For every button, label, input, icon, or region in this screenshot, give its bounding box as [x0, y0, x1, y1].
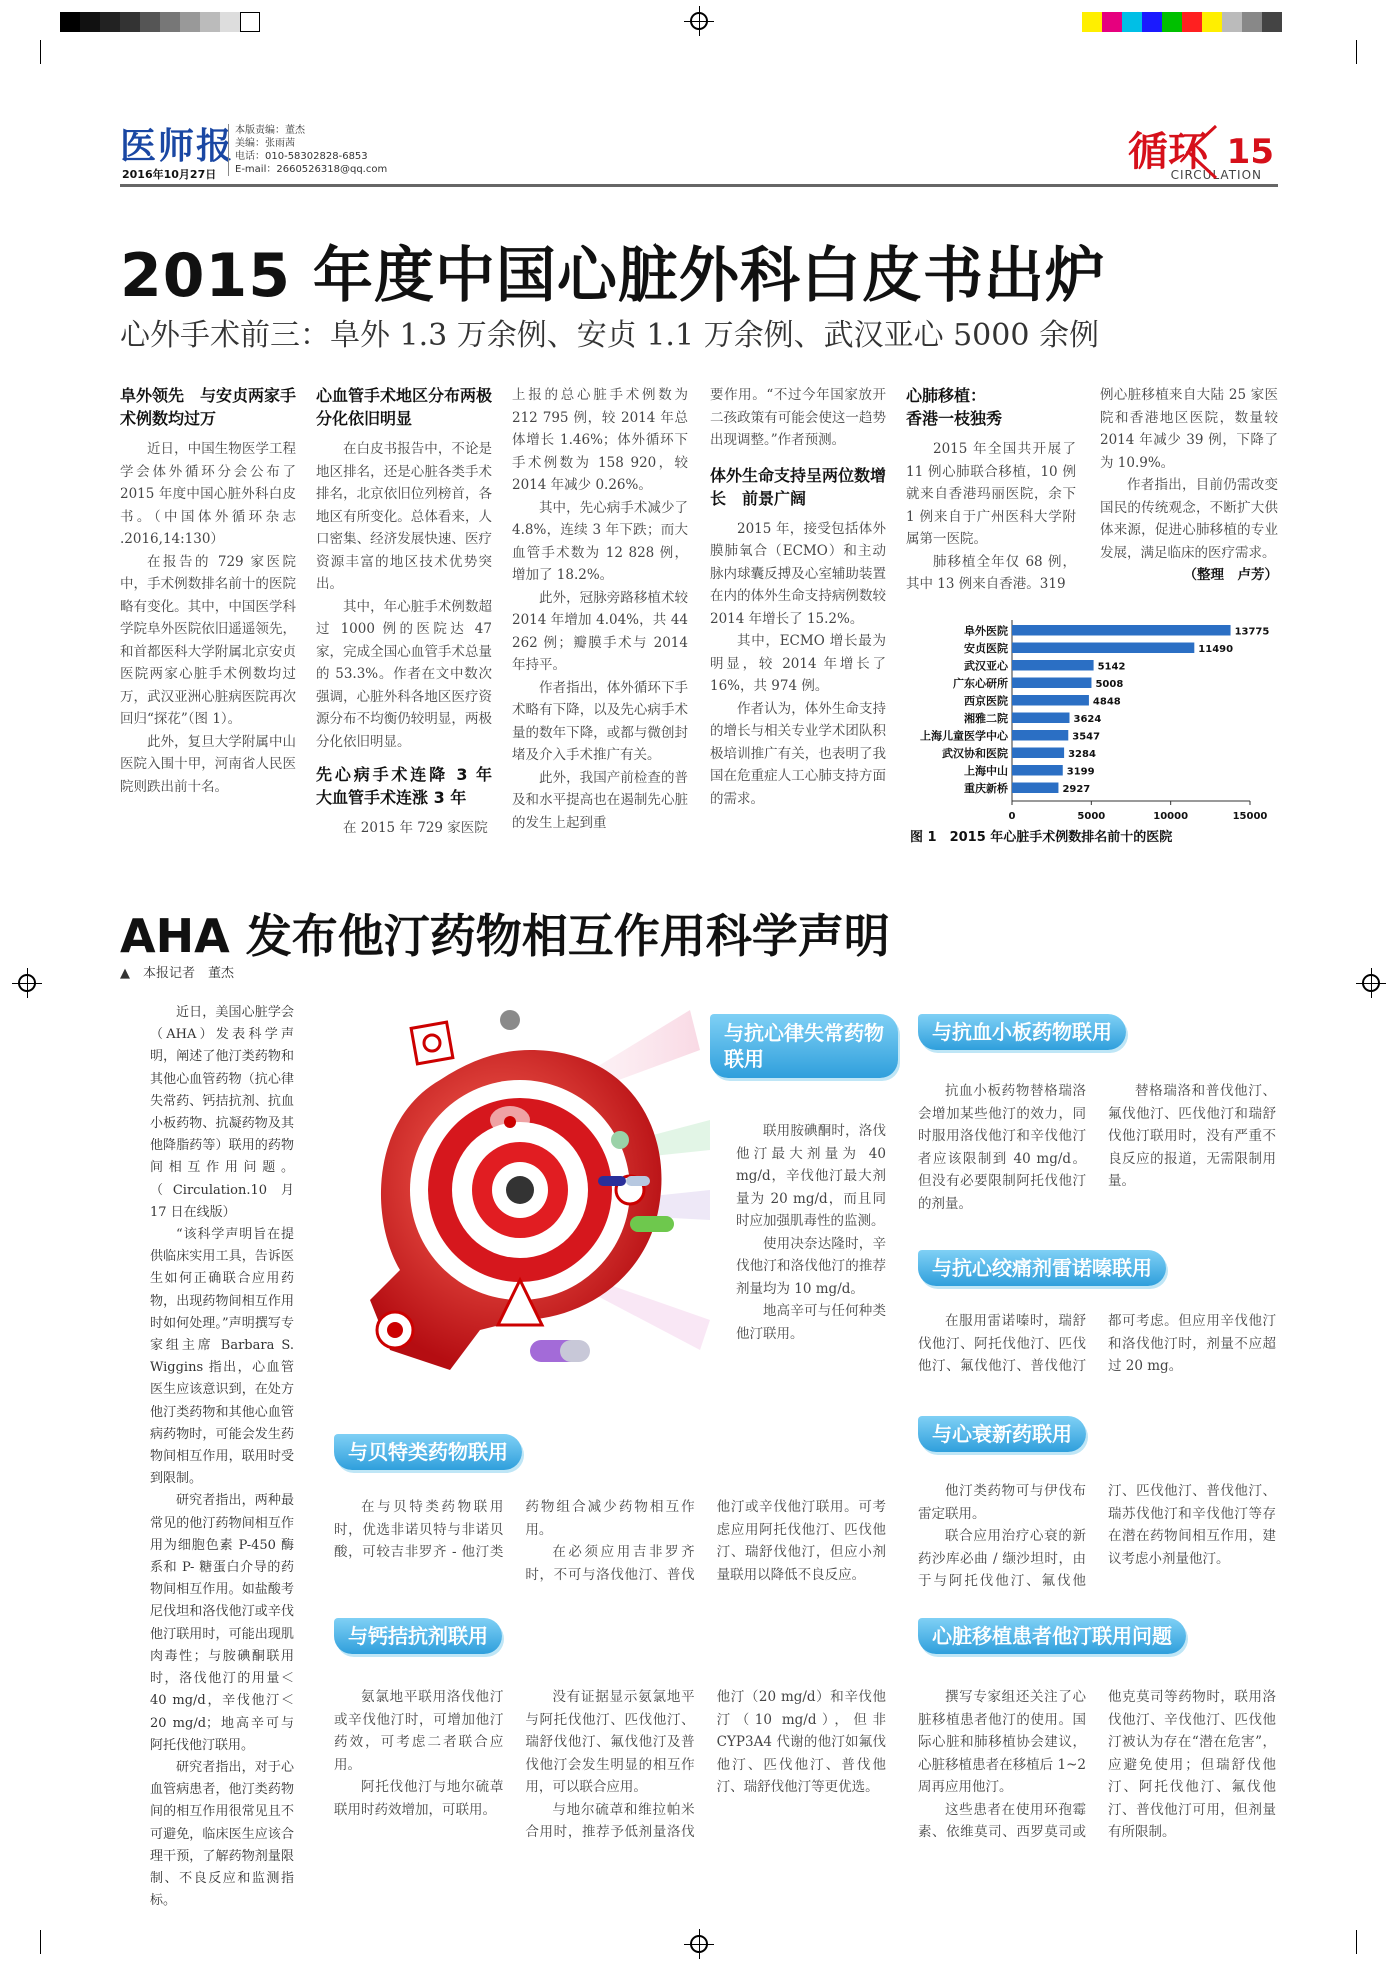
section-name-en: CIRCULATION	[1170, 168, 1262, 182]
bar	[1012, 643, 1194, 654]
paragraph: 此外，我国产前检查的普及和水平提高也在遏制先心脏的发生上起到重	[512, 769, 688, 831]
x-tick-label: 15000	[1232, 811, 1268, 822]
paragraph: 联合应用治疗心衰的新药沙库必曲 / 缬沙坦时，由于与阿托伐他汀、氟伐他汀、匹伐他汀、普伐他汀、瑞苏伐他汀和辛伐他汀等存在潜在药物间相互作用，建议考虑小剂量他汀。	[918, 1483, 1276, 1589]
header-divider	[120, 184, 1278, 187]
bar	[1012, 783, 1058, 794]
paragraph: 作者指出，目前仍需改变国民的传统观念，不断扩大供体来源，促进心肺移植的专业发展，满足临床的医疗需求。	[1100, 477, 1278, 561]
bar	[1012, 713, 1070, 724]
x-tick-label: 5000	[1077, 811, 1106, 822]
ranolazine-section	[918, 1310, 1276, 1378]
paragraph: 抗血小板药物替格瑞洛会增加某些他汀的效力，同时服用洛伐他汀和辛伐他汀者应该限制到 40 mg/d。但没有必要限制阿托伐他汀的剂量。	[918, 1083, 1086, 1212]
category-label: 上海中山	[964, 764, 1008, 778]
registration-mark-right	[1362, 974, 1380, 992]
paragraph: 近日，中国生物医学工程学会体外循环分会公布了 2015 年度中国心脏外科白皮书。（中国体外循环杂志 .2016,14:130）	[120, 441, 296, 547]
paragraph: 2015 年全国共开展了 11 例心肺联合移植，10 例就来自香港玛丽医院，余下 1 例来自于广州医科大学附属第一医院。	[906, 441, 1076, 547]
page-number: 15	[1226, 132, 1274, 172]
bar	[1012, 660, 1094, 671]
article1-col6	[1100, 384, 1278, 587]
registration-bar-gray	[60, 12, 260, 32]
paragraph: 研究者指出，两种最常见的他汀药物间相互作用为细胞色素 P-450 酶系和 P- 糖蛋白介导的药物间相互作用。如盐酸考尼伐坦和洛伐他汀或辛伐他汀联用时，可能出现肌肉毒性；与胺碘酮联用时，洛伐他汀的用量＜ 40 mg/d，辛伐他汀＜ 20 mg/d；地高辛可与阿托伐他汀联用。	[150, 1493, 294, 1753]
section-heading: 心肺移植： 香港一枝独秀	[906, 386, 1003, 428]
x-tick-label: 0	[1008, 811, 1016, 822]
headline-white-paper: 2015 年度中国心脏外科白皮书出炉	[120, 241, 1106, 311]
paragraph: 肺移植全年仅 68 例，其中 13 例来自香港。319	[906, 553, 1076, 592]
email: E-mail：2660526318@qq.com	[235, 164, 388, 175]
paragraph: 替格瑞洛和普伐他汀、氟伐他汀、匹伐他汀和瑞舒伐他汀联用时，没有严重不良反应的报道，无需限制用量。	[1108, 1083, 1276, 1189]
tag-fibrate: 与贝特类药物联用	[334, 1434, 522, 1470]
data-label: 13775	[1234, 626, 1270, 638]
heart-transplant-section	[918, 1686, 1276, 1844]
category-label: 湘雅二院	[964, 712, 1008, 725]
tag-heart-transplant: 心脏移植患者他汀联用问题	[918, 1618, 1186, 1654]
paragraph: 地高辛可与任何种类他汀联用。	[736, 1303, 886, 1342]
chevron-left-icon	[1182, 122, 1222, 182]
category-label: 武汉协和医院	[942, 747, 1008, 760]
paragraph: 在报告的 729 家医院中，手术例数排名前十的医院略有变化。其中，中国医学科学院阜外医院依旧遥遥领先，和首都医科大学附属北京安贞医院两家心脏手术例数均过万，武汉亚洲心脏病医院再次回归“探花”（图 1）。	[120, 553, 296, 727]
paragraph: 这些患者在使用环孢霉素、依维莫司、西罗莫司或他克莫司等药物时，联用洛伐他汀、辛伐他汀、匹伐他汀被认为存在“潜在危害”，应避免使用；但瑞舒伐他汀、阿托伐他汀、氟伐他汀、普伐他汀可用，但剂量有所限制。	[918, 1689, 1276, 1840]
editor-info	[228, 124, 387, 176]
calcium-blocker-section	[334, 1686, 886, 1844]
paragraph: “该科学声明旨在提供临床实用工具，告诉医生如何正确联合应用药物，出现药物间相互作用时如何处理。”声明撰写专家组主席 Barbara S. Wiggins 指出，心血管医生应该意识到，在处方他汀类药物和其他心血管病药物时，可能会发生药物间相互作用，联用时受到限制。	[150, 1227, 294, 1487]
paragraph: 他汀类药物可与伊伐布雷定联用。	[918, 1483, 1086, 1522]
article1-col4	[710, 384, 886, 810]
headline-aha-statement: AHA 发布他汀药物相互作用科学声明	[120, 909, 890, 963]
hospital-surgery-bar-chart	[900, 614, 1280, 824]
category-label: 重庆新桥	[964, 782, 1008, 795]
heart-failure-section	[918, 1480, 1276, 1593]
data-label: 3199	[1066, 766, 1095, 778]
data-label: 3624	[1073, 714, 1102, 725]
category-label: 广东心研所	[953, 677, 1008, 690]
category-label: 西京医院	[964, 694, 1008, 708]
paragraph: 作者指出，体外循环下手术略有下降，以及先心病手术量的数年下降，或都与微创封堵及介入手术推广有关。	[512, 679, 688, 763]
paragraph: 阿托伐他汀与地尔硫䓬联用时药效增加，可联用。	[334, 1779, 504, 1818]
data-label: 5008	[1095, 679, 1124, 690]
paragraph: 其中，ECMO 增长最为明显，较 2014 年增长了 16%，共 974 例。	[710, 633, 886, 694]
phone: 电话：010-58302828-6853	[235, 151, 368, 162]
category-label: 安贞医院	[964, 642, 1008, 655]
paragraph: 联用胺碘酮时，洛伐他汀最大剂量为 40 mg/d，辛伐他汀最大剂量为 20 mg/d，而且同时应加强肌毒性的监测。	[736, 1123, 886, 1229]
data-label: 3547	[1072, 731, 1101, 743]
article1-col5	[906, 384, 1076, 596]
issue-date: 2016年10月27日	[122, 168, 217, 181]
registration-mark-bottom	[690, 1935, 708, 1953]
tag-calcium-blocker: 与钙拮抗剂联用	[334, 1618, 502, 1654]
paragraph: 与地尔硫䓬和维拉帕米合用时，推荐予低剂量洛伐他汀（20 mg/d）和辛伐他汀（10 mg/d），但非 CYP3A4 代谢的他汀如氟伐他汀、匹伐他汀、普伐他汀、瑞舒伐他汀等更优选。	[525, 1689, 886, 1840]
section-heading: 阜外领先 与安贞两家手术例数均过万	[120, 386, 297, 428]
section-heading: 心血管手术地区分布两极分化依旧明显	[316, 386, 493, 428]
bar	[1012, 678, 1091, 689]
section-heading: 体外生命支持呈两位数增长 前景广阔	[710, 465, 887, 508]
paragraph: 其中，先心病手术减少了 4.8%，连续 3 年下跌；而大血管手术数为 12 828 例，增加了 18.2%。	[512, 499, 688, 583]
antiarrhythmic-section	[736, 1120, 886, 1345]
data-label: 11490	[1198, 644, 1234, 655]
category-label: 阜外医院	[964, 624, 1008, 638]
bar	[1012, 695, 1089, 706]
paragraph: 研究者指出，对于心血管病患者，他汀类药物间的相互作用很常见且不可避免，临床医生应该合理干预，了解药物剂量限制、不良反应和监测指标。	[150, 1759, 294, 1909]
chart-caption: 图 1 2015 年心脏手术例数排名前十的医院	[910, 830, 1173, 845]
bar	[1012, 625, 1231, 636]
fibrate-section	[334, 1496, 886, 1586]
article1-col1	[120, 384, 296, 798]
paragraph: 此外，复旦大学附属中山医院入围十甲，河南省人民医院则跌出前十名。	[120, 733, 296, 795]
paragraph: 其中，年心脏手术例数超过 1000 例的医院达 47 家，完成全国心血管手术总量的 53.3%。作者在文中数次强调，心脏外科各地区医疗资源分布不均衡仍较明显，两极分化依旧明显。	[316, 598, 492, 750]
tag-antiarrhythmic: 与抗心律失常药物联用	[710, 1014, 898, 1078]
paragraph: 没有证据显示氨氯地平与阿托伐他汀、匹伐他汀、瑞舒伐他汀、氟伐他汀及普伐他汀会发生明显的相互作用，可以联合应用。	[525, 1689, 695, 1795]
data-label: 4848	[1092, 696, 1121, 708]
paragraph: 此外，冠脉旁路移植术较 2014 年增加 4.04%，共 44 262 例；瓣膜手术与 2014 年持平。	[512, 589, 688, 673]
paragraph: 作者认为，体外生命支持的增长与相关专业学术团队积极培训推广有关，也表明了我国在危重症人工心肺支持方面的需求。	[710, 700, 886, 807]
paragraph: 2015 年，接受包括体外膜肺氧合（ECMO）和主动脉内球囊反搏及心室辅助装置在内的体外生命支持病例数较 2014 年增长了 15.2%。	[710, 520, 886, 627]
category-label: 上海儿童医学中心	[920, 729, 1008, 743]
paragraph: 在 2015 年 729 家医院	[343, 820, 488, 836]
tag-antiplatelet: 与抗血小板药物联用	[918, 1014, 1126, 1050]
crop-mark	[40, 40, 41, 64]
designer: 美编：张雨茜	[235, 138, 295, 149]
paragraph: 例心脏移植来自大陆 25 家医院和香港地区医院，数量较 2014 年减少 39 例，下降了为 10.9%。	[1100, 387, 1278, 471]
newspaper-logo: 医师报	[120, 125, 235, 167]
article1-col3	[512, 384, 688, 834]
section-name: 循环	[1128, 128, 1208, 175]
x-tick-label: 10000	[1153, 811, 1189, 822]
paragraph: 近日，美国心脏学会（AHA）发表科学声明，阐述了他汀类药物和其他心血管药物（抗心律失常药、钙拮抗剂、抗血小板药物、抗凝药物及其他降脂药等）联用的药物间相互作用问题。（Circulation.10 月 17 日在线版）	[150, 1005, 294, 1220]
paragraph: 在服用雷诺嗪时，瑞舒伐他汀、阿托伐他汀、匹伐他汀、氟伐他汀、普伐他汀都可考虑。但应用辛伐他汀和洛伐他汀时，剂量不应超过 20 mg。	[918, 1313, 1276, 1374]
article1-col2	[316, 384, 509, 840]
bar	[1012, 730, 1068, 741]
subheadline: 心外手术前三：阜外 1.3 万余例、安贞 1.1 万余例、武汉亚心 5000 余例	[120, 318, 1099, 353]
antiplatelet-section	[918, 1080, 1276, 1215]
paragraph: 要作用。“不过今年国家放开二孩政策有可能会使这一趋势出现调整。”作者预测。	[710, 387, 886, 448]
target-with-pills-illustration	[330, 990, 730, 1390]
paragraph: 氨氯地平联用洛伐他汀或辛伐他汀时，可增加他汀药效，可考虑二者联合应用。	[334, 1689, 504, 1773]
data-label: 5142	[1097, 661, 1126, 673]
data-label: 2927	[1062, 784, 1091, 795]
registration-mark-top	[690, 12, 708, 30]
bar	[1012, 765, 1063, 776]
registration-bar-color	[1082, 12, 1282, 32]
tag-heart-failure: 与心衰新药联用	[918, 1416, 1086, 1452]
category-label: 武汉亚心	[964, 659, 1008, 673]
paragraph: 在白皮书报告中，不论是地区排名，还是心脏各类手术排名，北京依旧位列榜首，各地区有所变化。总体看来，人口密集、经济发展快速、医疗资源丰富的地区技术优势突出。	[316, 441, 492, 592]
crop-mark	[1356, 1930, 1357, 1954]
article2-left-col	[150, 1002, 294, 1912]
paragraph: 撰写专家组还关注了心脏移植患者他汀的使用。国际心脏和肺移植协会建议，心脏移植患者在移植后 1~2 周再应用他汀。	[918, 1689, 1086, 1795]
data-label: 3284	[1068, 749, 1096, 760]
byline: ▲ 本报记者 董杰	[120, 966, 234, 981]
editor: 本版责编：董杰	[235, 125, 305, 136]
bar	[1012, 748, 1064, 759]
section-heading: 先心病手术连降 3 年 大血管手术连涨 3 年	[316, 765, 509, 807]
paragraph: 在必须应用吉非罗齐时，不可与洛伐他汀、普伐他汀或辛伐他汀联用。可考虑应用阿托伐他汀、匹伐他汀、瑞舒伐他汀，但应小剂量联用以降低不良反应。	[525, 1499, 886, 1583]
tag-ranolazine: 与抗心绞痛剂雷诺嗪联用	[918, 1250, 1166, 1286]
crop-mark	[1356, 40, 1357, 64]
paragraph: 在与贝特类药物联用时，优选非诺贝特与非诺贝酸，可较吉非罗齐 - 他汀类药物组合减少药物相互作用。	[334, 1499, 695, 1560]
paragraph: 上报的总心脏手术例数为 212 795 例，较 2014 年总体增长 1.46%；体外循环下手术例数为 158 920，较 2014 年减少 0.26%。	[512, 387, 688, 493]
paragraph: 使用决奈达隆时，辛伐他汀和洛伐他汀的推荐剂量均为 10 mg/d。	[736, 1235, 886, 1297]
crop-mark	[40, 1930, 41, 1954]
byline-editor: （整理 卢芳）	[1183, 567, 1278, 583]
registration-mark-left	[18, 974, 36, 992]
